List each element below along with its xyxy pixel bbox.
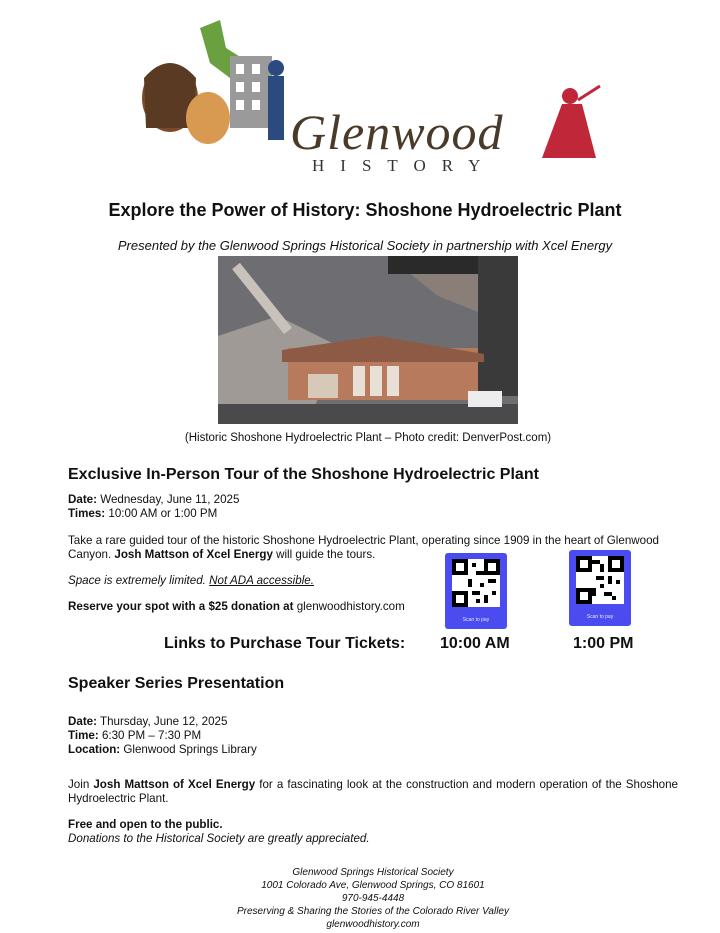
tour-reserve [68,600,405,614]
speaker-location [68,743,257,757]
speaker-time-value: 6:30 PM – 7:30 PM [98,729,202,742]
tour-desc-guide: Josh Mattson of Xcel Energy [114,548,273,561]
footer-org-name: Glenwood Springs Historical Society [292,867,454,878]
tour-reserve-text: Reserve your spot with a $25 donation at [68,600,294,613]
speaker-date-label: Date: [68,715,97,728]
tour-space-limited: Space is extremely limited. [68,574,206,587]
tour-heading: Exclusive In-Person Tour of the Shoshone Hydroelectric Plant [68,466,539,483]
logo-subtitle: HISTORY [312,156,497,175]
speaker-location-value: Glenwood Springs Library [120,743,257,756]
qr-code-10am[interactable] [445,553,507,629]
footer-tagline: Preserving & Sharing the Stories of the Colorado River Valley [237,906,509,917]
speaker-date [68,715,227,729]
tour-desc-text-a: Take a rare guided tour of the historic Shoshone Hydroelectric Plant, operating since 1909 in the heart of Glenwood Canyon. [68,534,659,561]
tour-date-value: Wednesday, June 11, 2025 [97,493,240,506]
speaker-description [68,778,678,806]
speaker-desc-text-b: for a fascinating look at the construction and modern operation of the Shoshone Hydroelectric Plant. [68,778,678,805]
tour-date-label: Date: [68,493,97,506]
glenwood-history-logo [130,8,610,178]
speaker-heading: Speaker Series Presentation [68,675,285,692]
tour-desc-text-b: will guide the tours. [272,548,376,561]
footer-website[interactable]: glenwoodhistory.com [326,919,420,930]
tour-reserve-link[interactable]: glenwoodhistory.com [293,600,405,613]
qr-code-1pm[interactable] [569,550,631,626]
speaker-time [68,729,201,743]
tour-date [68,493,239,507]
page-subtitle: Presented by the Glenwood Springs Historical Society in partnership with Xcel Energy [117,238,613,253]
ticket-time-10am: 10:00 AM [440,635,510,652]
speaker-location-label: Location: [68,743,121,756]
speaker-desc-guide: Josh Mattson of Xcel Energy [93,778,256,791]
qr-scan-label: Scan to pay [586,614,614,620]
speaker-date-value: Thursday, June 12, 2025 [97,715,228,728]
speaker-free-note: Free and open to the public. [68,818,223,831]
tour-times-label: Times: [68,507,106,520]
photo-caption: (Historic Shoshone Hydroelectric Plant – Photo credit: DenverPost.com) [184,432,552,444]
tour-space-note [68,574,314,588]
speaker-donations-note: Donations to the Historical Society are greatly appreciated. [68,832,370,845]
tour-times-value: 10:00 AM or 1:00 PM [105,507,218,520]
logo-wordmark: Glenwood [290,104,504,160]
qr-scan-label: Scan to pay [462,617,490,623]
footer-address: 1001 Colorado Ave, Glenwood Springs, CO 81601 [261,880,485,891]
speaker-desc-text-a: Join [68,778,94,791]
speaker-time-label: Time: [68,729,99,742]
ticket-links-label: Links to Purchase Tour Tickets: [164,635,406,652]
qr-code-image [576,556,624,604]
page-title: Explore the Power of History: Shoshone Hydroelectric Plant [108,200,622,220]
ticket-time-1pm: 1:00 PM [573,635,634,652]
footer-phone: 970-945-4448 [341,893,405,904]
plant-photo [218,256,518,424]
tour-ada-note: Not ADA accessible. [209,574,314,587]
tour-times [68,507,217,521]
qr-code-image [452,559,500,607]
